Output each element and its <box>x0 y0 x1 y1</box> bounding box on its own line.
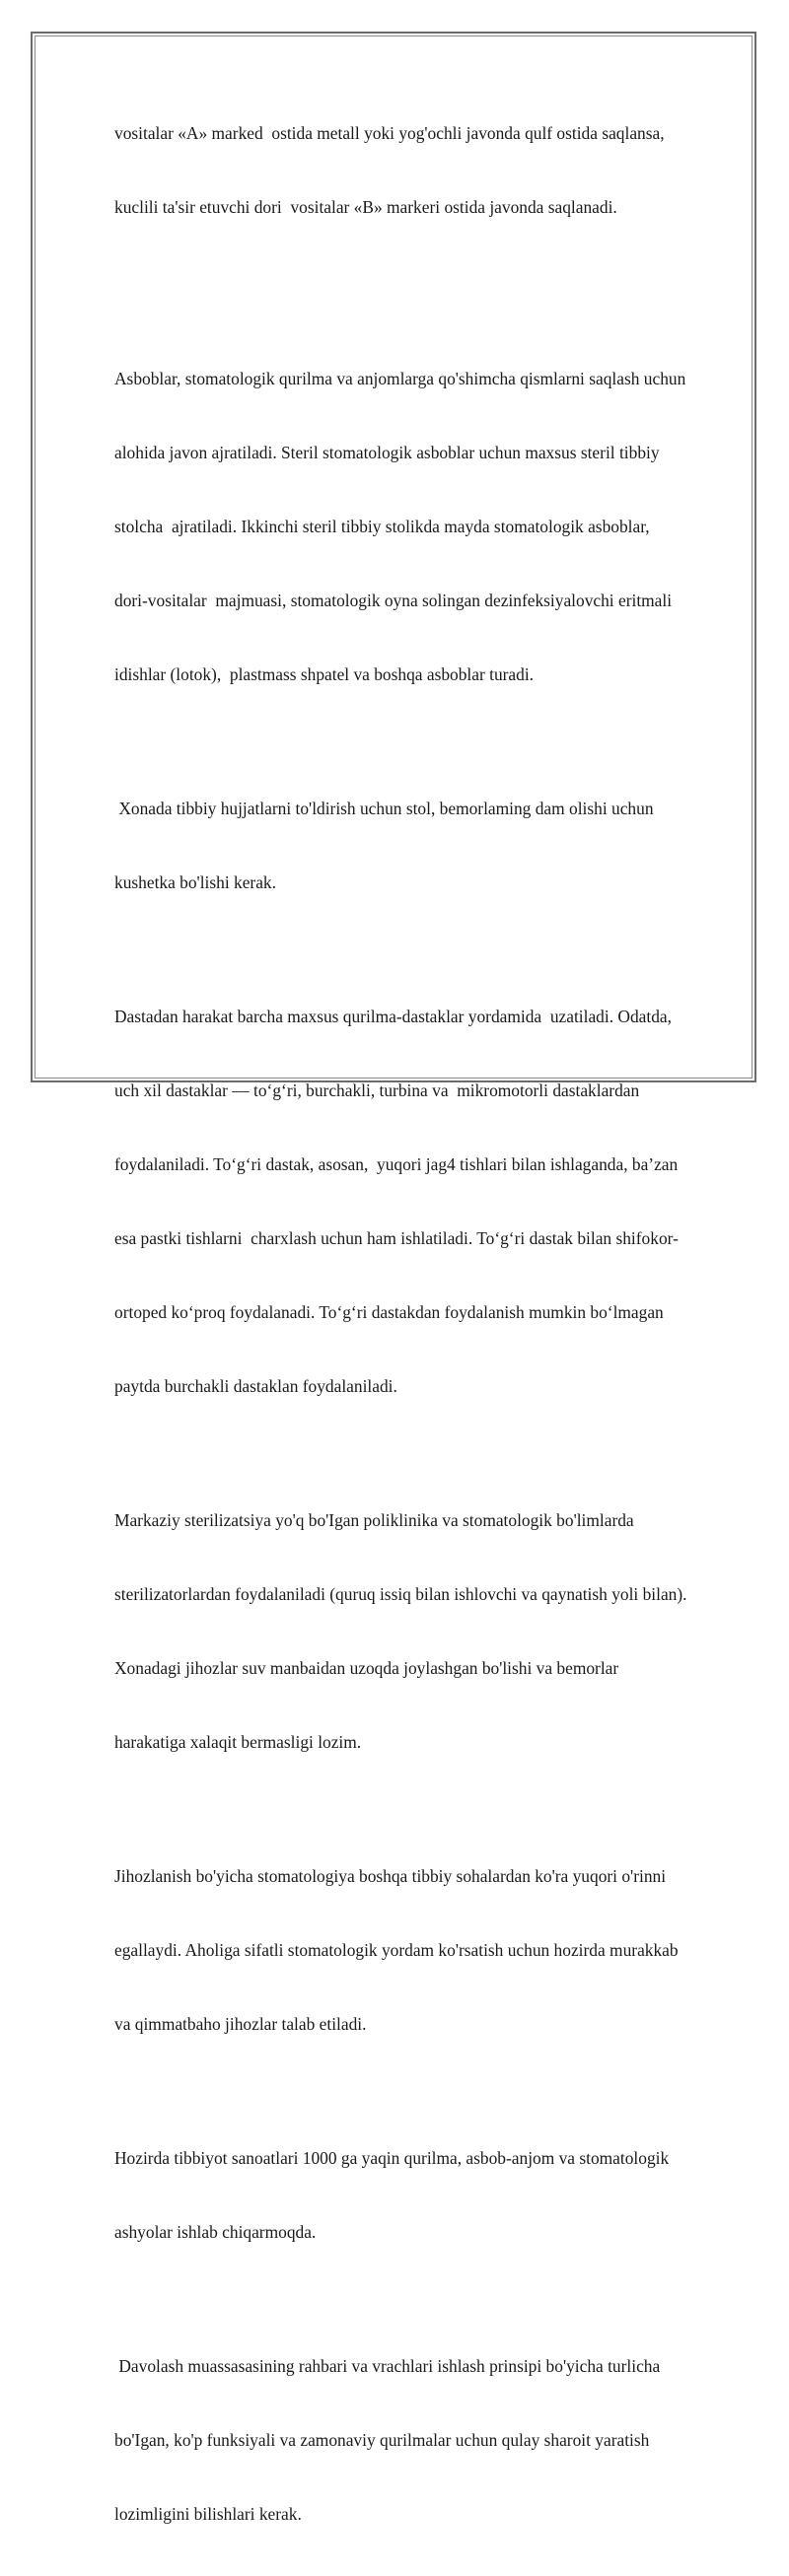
text-line: foydalaniladi. To‘g‘ri dastak, asosan, yuqori jag4 tishlari bilan ishlaganda, ba’zan <box>114 1154 679 1174</box>
text-line: egallaydi. Aholiga sifatli stomatologik yordam ko'rsatish uchun hozirda murakkab <box>114 1940 679 1960</box>
text-line: dori-vositalar majmuasi, stomatologik oyna solingan dezinfeksiyalovchi eritmali <box>114 591 673 610</box>
paragraph-spacer <box>114 2086 746 2097</box>
paragraph-management <box>114 2305 746 2576</box>
paragraph-spacer <box>114 944 746 955</box>
paragraph-spacer <box>114 1448 746 1459</box>
text-line: Asboblar, stomatologik qurilma va anjomlarga qo'shimcha qismlarni saqlash uchun <box>114 369 686 388</box>
paragraph-documents-table <box>114 747 746 944</box>
text-line: stolcha ajratiladi. Ikkinchi steril tibbiy stolikda mayda stomatologik asboblar, <box>114 517 650 536</box>
text-line: kushetka bo'lishi kerak. <box>114 872 276 892</box>
text-line: lozimligini bilishlari kerak. <box>114 2504 302 2524</box>
text-line: uch xil dastaklar — to‘g‘ri, burchakli, turbina va mikromotorli dastaklardan <box>114 1080 640 1100</box>
text-line: harakatiga xalaqit bermasligi lozim. <box>114 1732 362 1752</box>
paragraph-handpieces <box>114 955 746 1448</box>
paragraph-spacer <box>114 269 746 317</box>
document-body <box>114 72 746 2576</box>
text-line: Markaziy sterilizatsiya yo'q bo'Igan poliklinika va stomatologik bo'limlarda <box>114 1510 634 1530</box>
text-line: alohida javon ajratiladi. Steril stomatologik asboblar uchun maxsus steril tibbiy <box>114 443 660 462</box>
paragraph-industry <box>114 2097 746 2294</box>
text-line: ashyolar ishlab chiqarmoqda. <box>114 2222 317 2242</box>
text-line: Xonadagi jihozlar suv manbaidan uzoqda joylashgan bo'lishi va bemorlar <box>114 1658 619 1678</box>
text-line: Jihozlanish bo'yicha stomatologiya boshqa tibbiy sohalardan ko'ra yuqori o'rinni <box>114 1866 667 1886</box>
text-line: kuclili ta'sir etuvchi dori vositalar «B» markeri ostida javonda saqlanadi. <box>114 197 617 217</box>
paragraph-spacer <box>114 736 746 747</box>
text-line: va qimmatbaho jihozlar talab etiladi. <box>114 2014 367 2034</box>
text-line: Dastadan harakat barcha maxsus qurilma-dastaklar yordamida uzatiladi. Odatda, <box>114 1007 672 1026</box>
text-line: Xonada tibbiy hujjatlarni to'ldirish uchun stol, bemorlaming dam olishi uchun <box>114 799 654 818</box>
text-line: esa pastki tishlarni charxlash uchun ham ishlatiladi. To‘g‘ri dastak bilan shifokor- <box>114 1228 679 1248</box>
paragraph-storage-markers <box>114 72 746 269</box>
paragraph-sterilization <box>114 1459 746 1804</box>
text-line: sterilizatorlardan foydalaniladi (quruq issiq bilan ishlovchi va qaynatish yoli bilan). <box>114 1584 687 1604</box>
text-line: Hozirda tibbiyot sanoatlari 1000 ga yaqin qurilma, asbob-anjom va stomatologik <box>114 2148 670 2168</box>
text-line: Davolash muassasasining rahbari va vrachlari ishlash prinsipi bo'yicha turlicha <box>114 2356 661 2376</box>
paragraph-instrument-storage <box>114 317 746 736</box>
text-line: idishlar (lotok), plastmass shpatel va boshqa asboblar turadi. <box>114 664 535 684</box>
paragraph-spacer <box>114 1804 746 1815</box>
paragraph-equipment-rank <box>114 1815 746 2086</box>
text-line: vositalar «A» marked ostida metall yoki yog'ochli javonda qulf ostida saqlansa, <box>114 123 665 143</box>
text-line: ortoped ko‘proq foydalanadi. To‘g‘ri dastakdan foydalanish mumkin bo‘lmagan <box>114 1302 664 1322</box>
text-line: paytda burchakli dastaklan foydalaniladi. <box>114 1376 397 1396</box>
paragraph-spacer <box>114 2294 746 2305</box>
text-line: bo'Igan, ko'p funksiyali va zamonaviy qurilmalar uchun qulay sharoit yaratish <box>114 2430 650 2450</box>
